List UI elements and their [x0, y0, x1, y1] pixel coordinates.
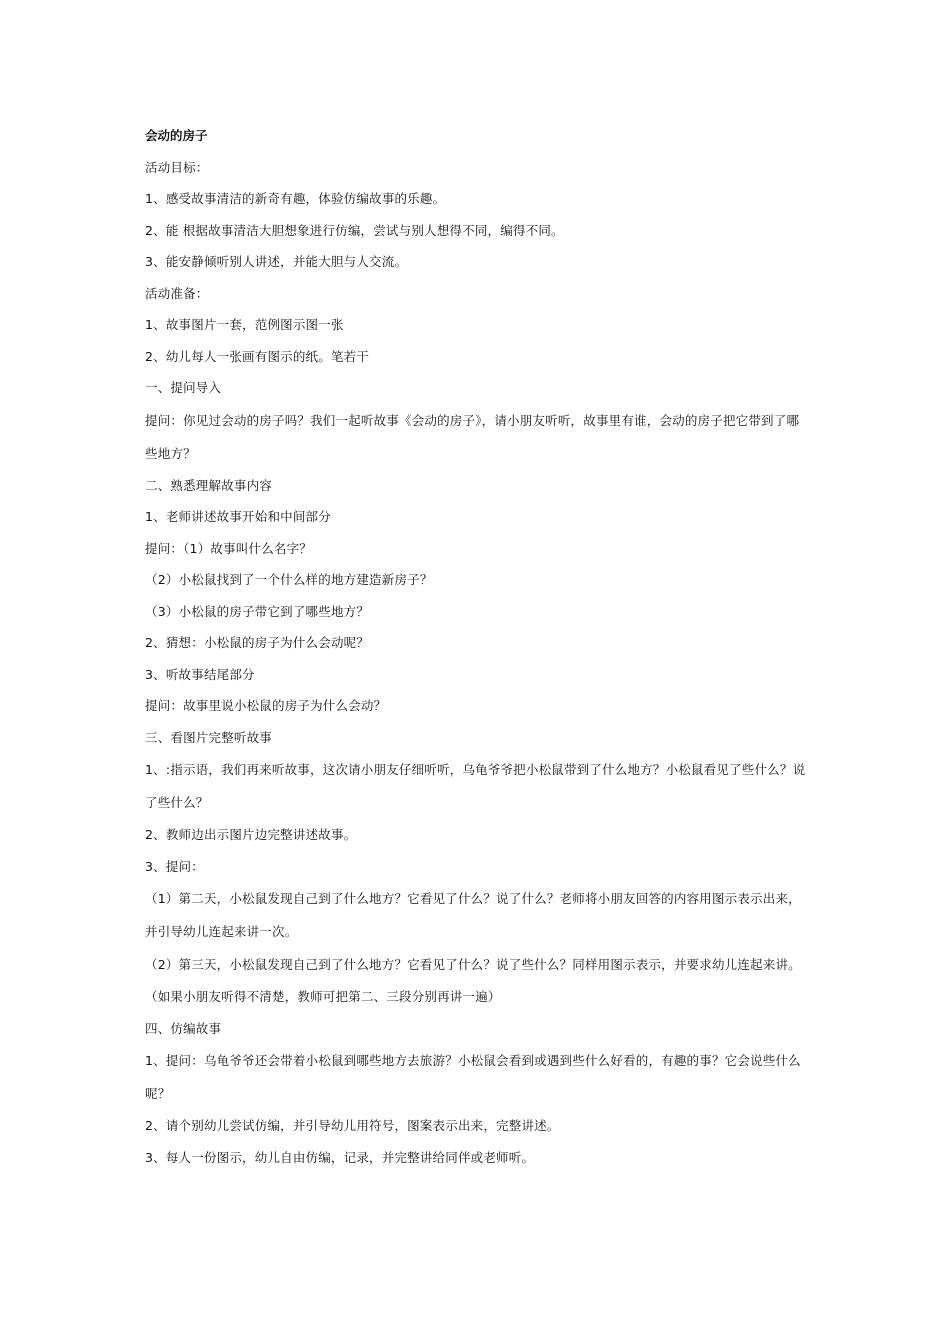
question-2-1: 提问：（1）故事叫什么名字？: [145, 540, 313, 556]
goal-item-1: 1、感受故事清洁的新奇有趣，体验仿编故事的乐趣。: [145, 191, 446, 206]
question-2-2: （2）小松鼠找到了一个什么样的地方建造新房子？: [145, 572, 433, 587]
step-4-3: 3、每人一份图示，幼儿自由仿编，记录，并完整讲给同伴或老师听。: [145, 1149, 535, 1165]
preparation-item-1: 1、故事图片一套，范例图示图一张: [145, 317, 344, 332]
step-3-2: 2、教师边出示图片边完整讲述故事。: [145, 827, 357, 842]
question-2-3: （3）小松鼠的房子带它到了哪些地方？: [145, 603, 370, 619]
question-3-1: （1）第二天，小松鼠发现自己到了什么地方？它看见了什么？说了什么？老师将小朋友回答的内容用图示表示出来，并引导幼儿连起来讲一次。: [145, 891, 801, 939]
question-2-4: 提问：故事里说小松鼠的房子为什么会动？: [145, 698, 387, 713]
goal-item-3: 3、能安静倾听别人讲述，并能大胆与人交流。: [145, 254, 408, 269]
section-heading-preparation: 活动准备：: [145, 285, 209, 301]
section-heading-part-4: 四、仿编故事: [145, 1020, 222, 1036]
step-3-1: 1、:指示语，我们再来听故事，这次请小朋友仔细听听，乌龟爷爷把小松鼠带到了什么地方？小松鼠看见了些什么？说了些什么？: [145, 762, 806, 810]
question-3-2: （2）第三天，小松鼠发现自己到了什么地方？它看见了什么？说了些什么？同样用图示表示，并要求幼儿连起来讲。: [145, 957, 801, 972]
step-4-1: 1、提问：乌龟爷爷还会带着小松鼠到哪些地方去旅游？小松鼠会看到或遇到些什么好看的，有趣的事？它会说些什么呢？: [145, 1053, 801, 1101]
step-2-1: 1、老师讲述故事开始和中间部分: [145, 509, 331, 524]
step-2-2: 2、猜想：小松鼠的房子为什么会动呢？: [145, 635, 370, 650]
goal-item-2: 2、能 根据故事清洁大胆想象进行仿编，尝试与别人想得不同，编得不同。: [145, 222, 564, 238]
section-heading-part-1: 一、提问导入: [145, 380, 222, 395]
paragraph-intro-question: 提问：你见过会动的房子吗？我们一起听故事《会动的房子》，请小朋友听听，故事里有谁，会动的房子把它带到了哪些地方？: [145, 412, 800, 461]
document-body: [145, 120, 810, 1173]
step-2-3: 3、听故事结尾部分: [145, 666, 255, 682]
section-heading-part-3: 三、看图片完整听故事: [145, 729, 273, 745]
step-4-2: 2、请个别幼儿尝试仿编，并引导幼儿用符号，图案表示出来，完整讲述。: [145, 1118, 560, 1133]
document-title: 会动的房子: [145, 128, 208, 143]
step-3-3: 3、提问：: [145, 858, 204, 874]
section-heading-part-2: 二、熟悉理解故事内容: [145, 477, 273, 493]
preparation-item-2: 2、幼儿每人一张画有图示的纸。笔若干: [145, 348, 370, 364]
note-repeat: （如果小朋友听得不清楚，教师可把第二、三段分别再讲一遍）: [145, 989, 501, 1004]
section-heading-goals: 活动目标：: [145, 159, 209, 175]
